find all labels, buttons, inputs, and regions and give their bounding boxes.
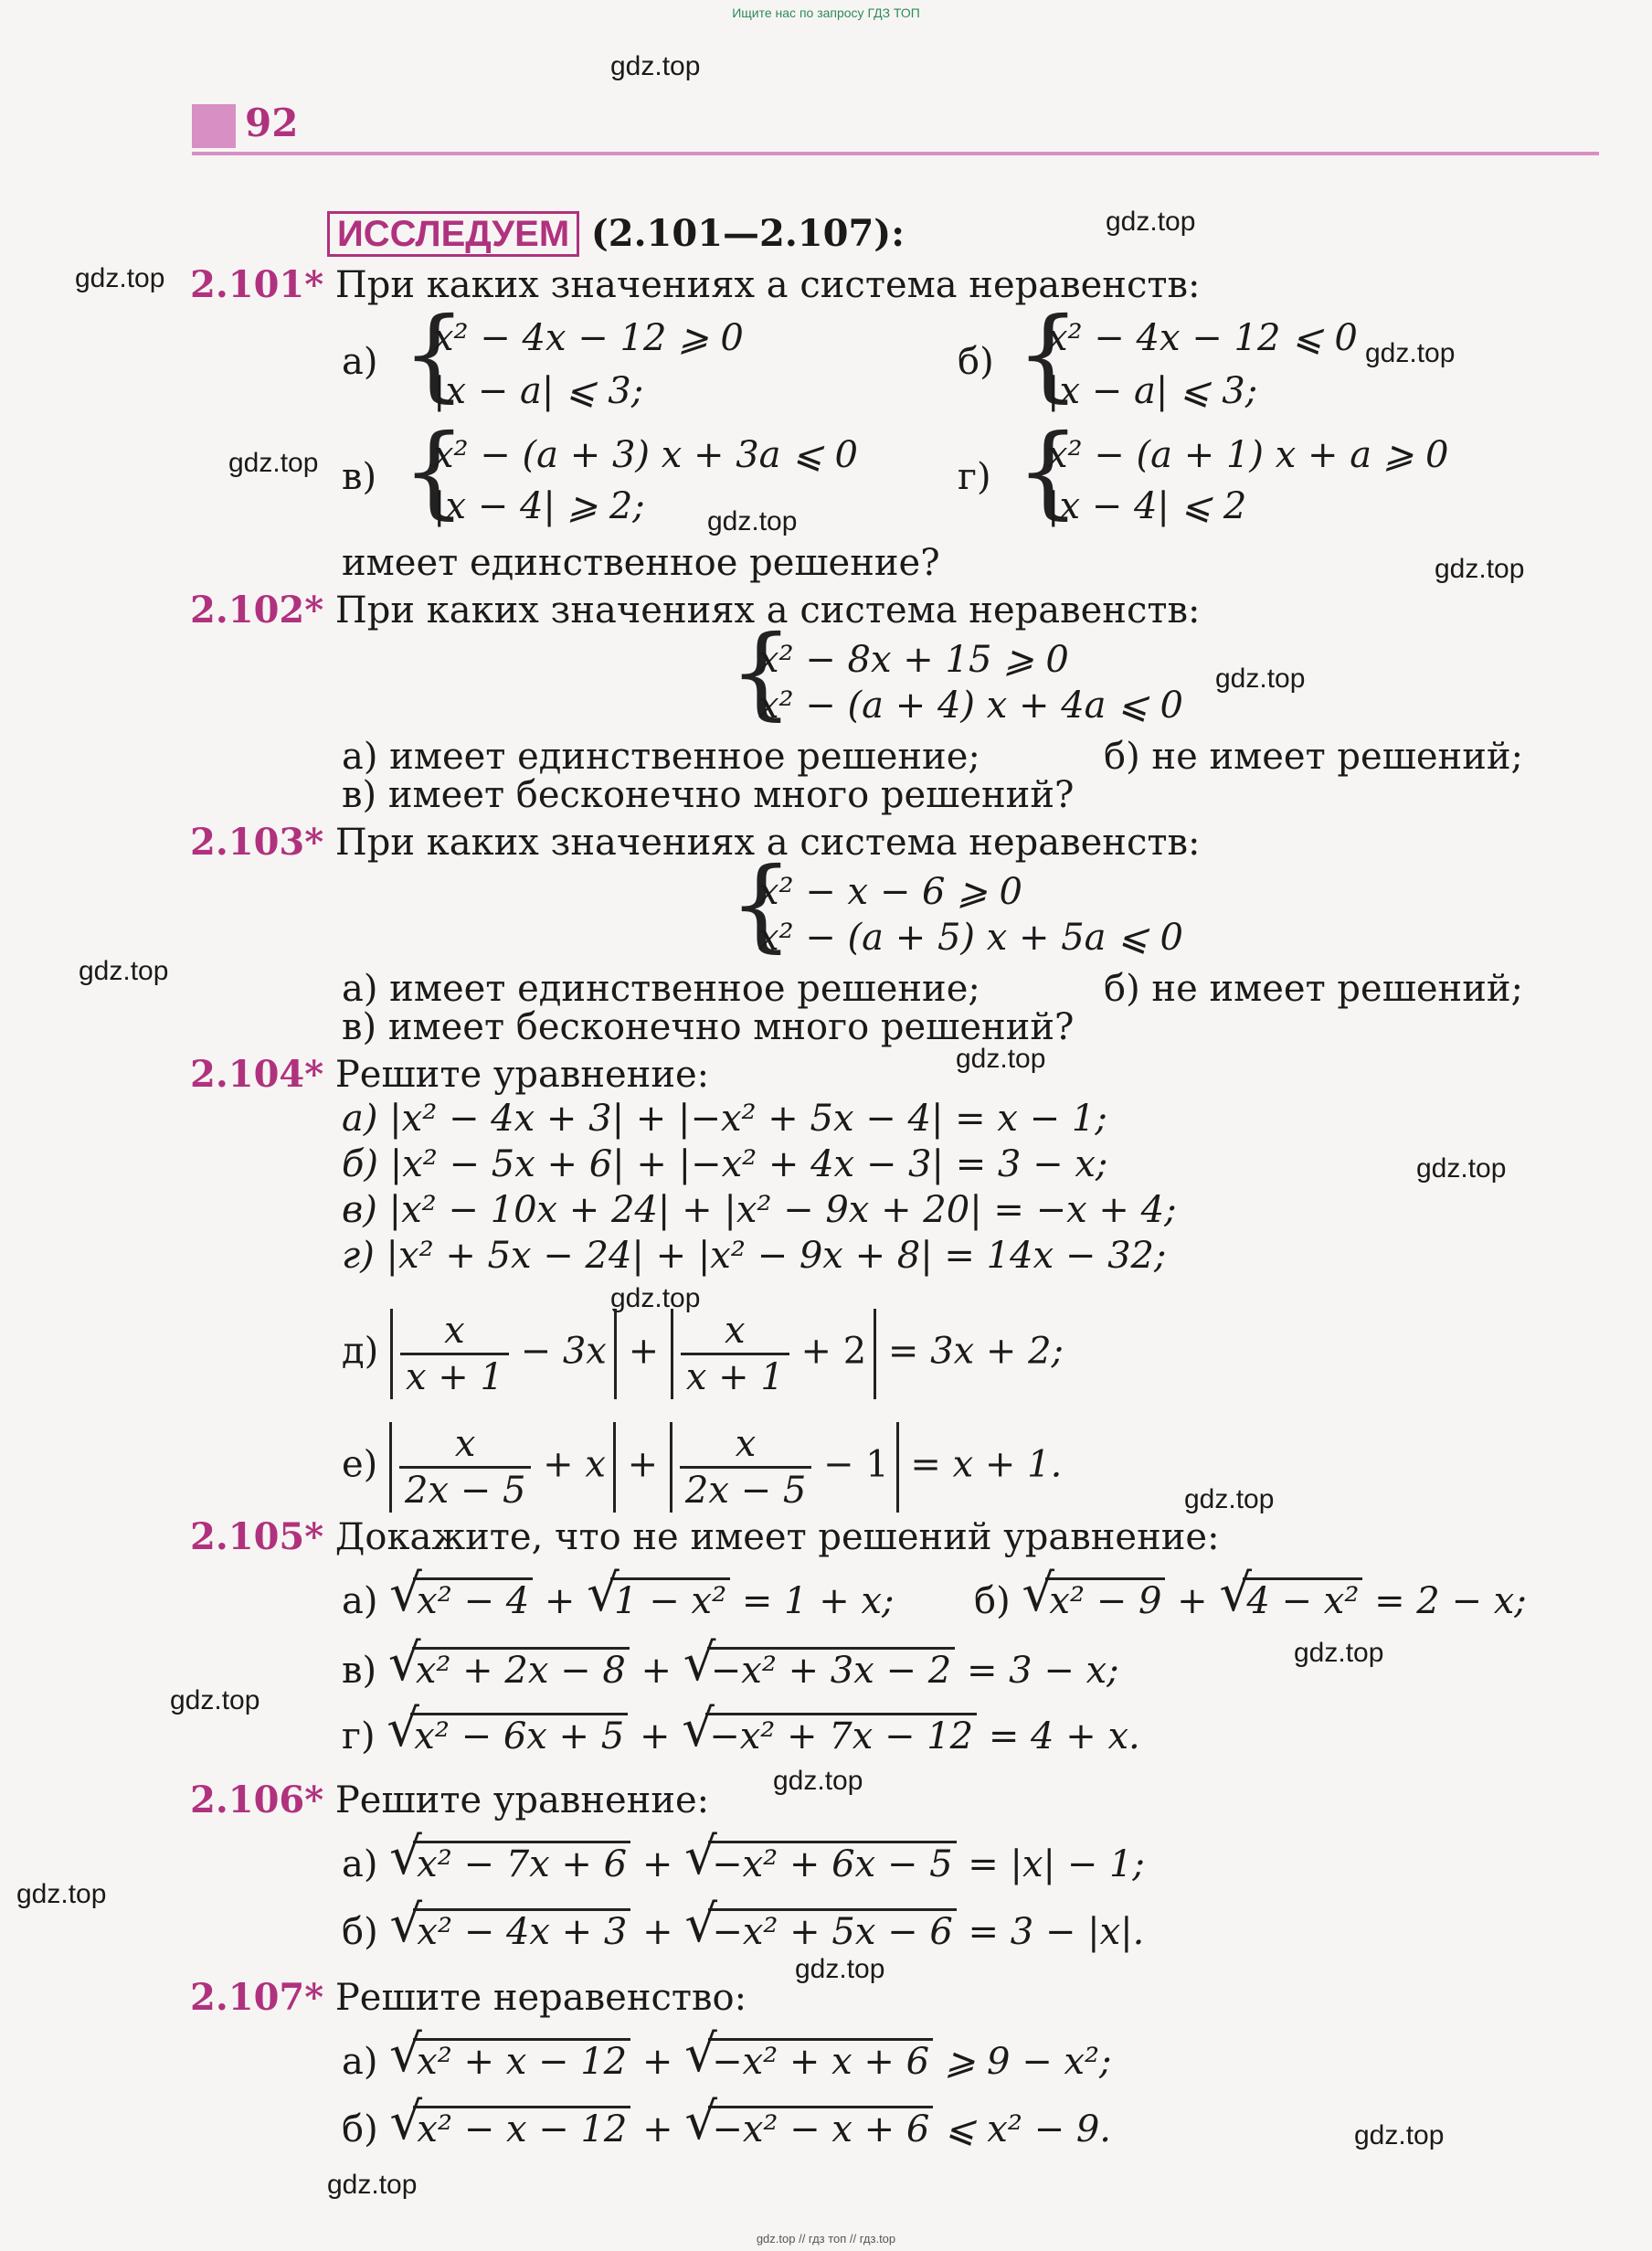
- radicand: x² + x − 12: [413, 2038, 630, 2083]
- watermark: gdz.top: [773, 1766, 863, 1796]
- plus-sign: +: [627, 1443, 659, 1486]
- inequality: x² − (a + 5) x + 5a ⩽ 0: [758, 917, 1183, 959]
- square-root: [684, 1910, 956, 1954]
- fraction: [680, 1422, 811, 1513]
- plus-sign: +: [642, 1911, 673, 1953]
- radicand: −x² + 5x − 6: [708, 1908, 956, 1953]
- square-root: [684, 1842, 956, 1886]
- item-label: б): [342, 2108, 378, 2150]
- answer-option: в) имеет бесконечно много решений?: [342, 774, 1075, 816]
- denominator: x + 1: [405, 1356, 503, 1398]
- problem-number: 2.106*: [190, 1779, 324, 1821]
- watermark: gdz.top: [16, 1879, 107, 1909]
- square-root: [389, 1579, 533, 1623]
- radicand: x² − 4x + 3: [413, 1908, 630, 1953]
- radicand: −x² + 7x − 12: [705, 1713, 977, 1757]
- item-label: б): [342, 1911, 378, 1953]
- radicand: x² − 9: [1045, 1577, 1165, 1622]
- absolute-value: [389, 1422, 616, 1513]
- radicand: 4 − x²: [1243, 1577, 1362, 1622]
- equation-d: [342, 1309, 1064, 1399]
- watermark: gdz.top: [170, 1685, 260, 1715]
- answer-option: б) не имеет решений;: [1104, 736, 1524, 778]
- rhs: = 1 + x;: [741, 1580, 895, 1622]
- section-heading: [327, 212, 905, 256]
- rhs: = |x| − 1;: [968, 1843, 1145, 1885]
- item-label: в): [342, 1650, 377, 1692]
- numerator: x: [680, 1422, 811, 1469]
- watermark: gdz.top: [956, 1044, 1046, 1074]
- plus-sign: +: [641, 1650, 672, 1692]
- radicand: 1 − x²: [610, 1577, 730, 1622]
- square-root: [682, 1715, 977, 1758]
- radicand: x² − x − 12: [413, 2106, 630, 2150]
- problem-2-104: [190, 1053, 709, 1097]
- section-range: (2.101—2.107):: [590, 212, 905, 255]
- item-label: а): [342, 341, 378, 383]
- item-label: г): [342, 1715, 376, 1757]
- problem-number: 2.104*: [190, 1053, 324, 1096]
- plus-sign: +: [544, 1580, 576, 1622]
- rhs: = 4 + x.: [988, 1715, 1140, 1757]
- item-label: а): [342, 1843, 378, 1885]
- item-label: а): [342, 2041, 378, 2083]
- problem-2-107: [190, 1976, 747, 2020]
- watermark: gdz.top: [228, 448, 319, 478]
- numerator: x: [399, 1422, 531, 1469]
- absolute-value: [671, 1309, 876, 1399]
- fraction: [400, 1309, 509, 1399]
- inequality: x² − 8x + 15 ⩾ 0: [758, 639, 1069, 681]
- page-marker: [192, 104, 236, 148]
- item-label: а): [342, 1580, 378, 1622]
- problem-2-103: [190, 821, 1200, 865]
- watermark: gdz.top: [1106, 207, 1196, 237]
- equation: [342, 1910, 1144, 1954]
- problem-text: При каких значениях a система неравенств:: [334, 822, 1201, 864]
- item-label: в): [342, 456, 377, 498]
- rhs: = 3 − x;: [966, 1650, 1119, 1692]
- plus-sign: +: [641, 1843, 673, 1885]
- problem-number: 2.105*: [190, 1515, 324, 1558]
- watermark: gdz.top: [79, 956, 169, 986]
- problem-number: 2.107*: [190, 1976, 324, 2019]
- square-root: [684, 2040, 933, 2084]
- problem-text: Решите неравенство:: [334, 1977, 747, 2019]
- term: + x: [543, 1443, 606, 1486]
- rhs: ⩾ 9 − x²;: [944, 2041, 1112, 2083]
- radicand: x² − 4: [413, 1577, 533, 1622]
- numerator: x: [681, 1309, 789, 1355]
- problem-number: 2.102*: [190, 589, 324, 632]
- inequality: [342, 2108, 1111, 2151]
- inequality: |x − a| ⩽ 3;: [433, 370, 644, 412]
- bottom-footer: gdz.top // гдз топ // гдз.top: [756, 2232, 896, 2246]
- radicand: x² + 2x − 8: [412, 1647, 630, 1692]
- absolute-value: [670, 1422, 899, 1513]
- denominator: 2x − 5: [684, 1470, 807, 1512]
- problem-text: Решите уравнение:: [334, 1054, 710, 1096]
- answer-option: а) имеет единственное решение;: [342, 968, 980, 1010]
- watermark: gdz.top: [1215, 664, 1306, 694]
- square-root: [587, 1579, 730, 1623]
- watermark: gdz.top: [1294, 1638, 1384, 1668]
- rhs: = 3 − |x|.: [968, 1911, 1145, 1953]
- square-root: [684, 2108, 933, 2151]
- inequality: x² − (a + 1) x + a ⩾ 0: [1047, 434, 1449, 476]
- watermark: gdz.top: [1184, 1484, 1275, 1514]
- fraction: [399, 1422, 531, 1513]
- problem-2-102: [190, 589, 1200, 632]
- term: − 1: [823, 1443, 889, 1486]
- fraction: [681, 1309, 789, 1399]
- equation: а) |x² − 4x + 3| + |−x² + 5x − 4| = x − 1;: [342, 1098, 1107, 1140]
- item-label: д): [342, 1330, 379, 1373]
- equation: [342, 1715, 1140, 1758]
- watermark: gdz.top: [1365, 338, 1456, 368]
- inequality: [342, 2040, 1112, 2084]
- radicand: −x² + x + 6: [708, 2038, 933, 2083]
- inequality: x² − 4x − 12 ⩽ 0: [1047, 317, 1358, 359]
- answer-option: а) имеет единственное решение;: [342, 736, 980, 778]
- equation: [342, 1649, 1119, 1693]
- item-label: е): [342, 1443, 378, 1486]
- watermark: gdz.top: [707, 506, 798, 536]
- equation-e: [342, 1422, 1062, 1513]
- square-root: [1219, 1579, 1362, 1623]
- top-banner: Ищите нас по запросу ГДЗ ТОП: [732, 5, 920, 20]
- system-brace: {: [402, 295, 466, 412]
- rhs: = x + 1.: [910, 1443, 1063, 1486]
- radicand: x² − 6x + 5: [410, 1713, 628, 1757]
- radicand: −x² − x + 6: [708, 2106, 933, 2150]
- inequality: |x − a| ⩽ 3;: [1047, 370, 1258, 412]
- plus-sign: +: [641, 2041, 673, 2083]
- system-brace: {: [1016, 295, 1080, 412]
- equation: [974, 1579, 1527, 1623]
- rhs: = 2 − x;: [1374, 1580, 1527, 1622]
- section-label: ИССЛЕДУЕМ: [327, 211, 579, 257]
- square-root: [389, 1910, 630, 1954]
- equation: г) |x² + 5x − 24| + |x² − 9x + 8| = 14x − 32;: [342, 1235, 1167, 1277]
- inequality: x² − (a + 3) x + 3a ⩽ 0: [433, 434, 858, 476]
- system-brace: {: [402, 412, 466, 529]
- square-root: [389, 1842, 630, 1886]
- watermark: gdz.top: [1354, 2120, 1445, 2150]
- watermark: gdz.top: [1416, 1153, 1507, 1184]
- denominator: 2x − 5: [405, 1470, 526, 1512]
- inequality: |x − 4| ⩾ 2;: [433, 485, 645, 527]
- rhs: ⩽ x² − 9.: [945, 2108, 1111, 2150]
- problem-text: Решите уравнение:: [334, 1779, 710, 1821]
- radicand: −x² + 3x − 2: [707, 1647, 955, 1692]
- square-root: [389, 2108, 630, 2151]
- page-number: 92: [245, 101, 299, 145]
- watermark: gdz.top: [75, 263, 165, 293]
- term: + 2: [800, 1330, 867, 1373]
- page-header: [192, 99, 1599, 155]
- system-brace: {: [729, 613, 793, 730]
- problem-number: 2.101*: [190, 263, 324, 306]
- system-brace: {: [729, 845, 793, 962]
- item-label: г): [958, 456, 991, 498]
- problem-tail: имеет единственное решение?: [342, 542, 940, 584]
- problem-text: Докажите, что не имеет решений уравнение:: [334, 1516, 1220, 1558]
- inequality: x² − x − 6 ⩾ 0: [758, 871, 1022, 913]
- watermark: gdz.top: [610, 51, 701, 81]
- square-root: [387, 1715, 628, 1758]
- plus-sign: +: [1177, 1580, 1208, 1622]
- problem-number: 2.103*: [190, 821, 324, 864]
- answer-option: в) имеет бесконечно много решений?: [342, 1006, 1075, 1048]
- watermark: gdz.top: [327, 2170, 418, 2200]
- radicand: x² − 7x + 6: [413, 1841, 630, 1885]
- item-label: б): [958, 341, 994, 383]
- problem-text: При каких значениях a система неравенств:: [334, 589, 1201, 632]
- system-brace: {: [1016, 412, 1080, 529]
- inequality: x² − (a + 4) x + 4a ⩽ 0: [758, 685, 1183, 727]
- square-root: [388, 1649, 630, 1693]
- square-root: [683, 1649, 955, 1693]
- answer-option: б) не имеет решений;: [1104, 968, 1524, 1010]
- watermark: gdz.top: [610, 1283, 701, 1313]
- term: − 3x: [520, 1330, 607, 1373]
- equation: [342, 1579, 895, 1623]
- problem-2-106: [190, 1779, 709, 1822]
- problem-2-105: [190, 1515, 1220, 1559]
- watermark: gdz.top: [795, 1954, 885, 1984]
- equation: [342, 1842, 1145, 1886]
- absolute-value: [390, 1309, 617, 1399]
- plus-sign: +: [642, 2108, 673, 2150]
- inequality: |x − 4| ⩽ 2: [1047, 485, 1247, 527]
- watermark: gdz.top: [1435, 554, 1525, 584]
- square-root: [389, 2040, 630, 2084]
- plus-sign: +: [628, 1330, 660, 1373]
- equation: б) |x² − 5x + 6| + |−x² + 4x − 3| = 3 − x;: [342, 1143, 1108, 1185]
- rhs: = 3x + 2;: [887, 1330, 1064, 1373]
- radicand: −x² + 6x − 5: [708, 1841, 956, 1885]
- equation: в) |x² − 10x + 24| + |x² − 9x + 20| = −x + 4;: [342, 1189, 1177, 1231]
- numerator: x: [400, 1309, 509, 1355]
- plus-sign: +: [639, 1715, 671, 1757]
- problem-text: При каких значениях a система неравенств:: [334, 264, 1201, 306]
- square-root: [1022, 1579, 1165, 1623]
- inequality: x² − 4x − 12 ⩾ 0: [433, 317, 744, 359]
- item-label: б): [974, 1580, 1011, 1622]
- denominator: x + 1: [685, 1356, 784, 1398]
